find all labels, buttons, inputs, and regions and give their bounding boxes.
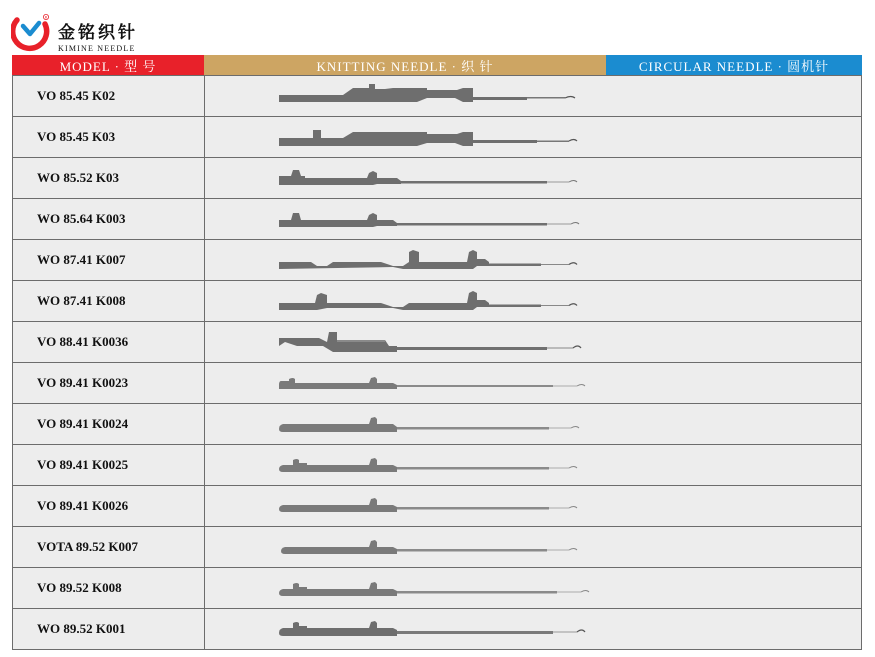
needle-two-butt-icon (277, 125, 597, 151)
model-cell: VO 85.45 K03 (13, 117, 205, 157)
header-circular-needle: CIRCULAR NEEDLE · 圆机针 (606, 55, 862, 75)
model-cell: VO 89.41 K0025 (13, 445, 205, 485)
table-row (13, 444, 861, 485)
table-header (12, 55, 862, 75)
model-cell: WO 89.52 K001 (13, 609, 205, 649)
table-row (13, 157, 861, 198)
table-row (13, 321, 861, 362)
header-model: MODEL · 型 号 (12, 55, 204, 75)
model-cell: VO 89.41 K0024 (13, 404, 205, 444)
kimine-logo-icon (11, 12, 51, 52)
table-row (13, 403, 861, 444)
svg-text:R: R (44, 14, 48, 20)
needle-table (12, 75, 862, 650)
model-cell: VOTA 89.52 K007 (13, 527, 205, 567)
needle-rounded-tail-icon (277, 371, 597, 397)
brand (11, 12, 191, 52)
brand-name-cn: 金铭织针 (58, 23, 138, 43)
table-row (13, 280, 861, 321)
model-cell: VO 85.45 K02 (13, 76, 205, 116)
table-row (13, 239, 861, 280)
table-row (13, 362, 861, 403)
table-row (13, 526, 861, 567)
model-cell: VO 89.41 K0026 (13, 486, 205, 526)
table-row (13, 567, 861, 608)
needle-rounded-tail-icon (277, 494, 597, 520)
table-row (13, 76, 861, 116)
table-row (13, 485, 861, 526)
model-cell: VO 89.52 K008 (13, 568, 205, 608)
table-row (13, 198, 861, 239)
needle-rounded-tail-icon (277, 535, 597, 561)
model-cell: WO 87.41 K007 (13, 240, 205, 280)
table-row (13, 608, 861, 649)
model-cell: WO 85.52 K03 (13, 158, 205, 198)
needle-rounded-tail-icon (277, 617, 597, 643)
model-cell: WO 87.41 K008 (13, 281, 205, 321)
header-knitting-needle: KNITTING NEEDLE · 织 针 (204, 55, 606, 75)
needle-rounded-tail-icon (277, 576, 597, 602)
brand-name-en: KIMINE NEEDLE (58, 44, 136, 53)
needle-front-butt-icon (277, 166, 597, 192)
table-row (13, 116, 861, 157)
needle-long-back-icon (277, 248, 597, 274)
model-cell: VO 88.41 K0036 (13, 322, 205, 362)
needle-front-butt-icon (277, 207, 597, 233)
needle-long-back-icon (277, 289, 597, 315)
model-cell: WO 85.64 K003 (13, 199, 205, 239)
model-cell: VO 89.41 K0023 (13, 363, 205, 403)
needle-rounded-tail-icon (277, 453, 597, 479)
needle-rounded-tail-icon (277, 412, 597, 438)
needle-two-butt-icon (277, 84, 597, 110)
needle-angled-tail-icon (277, 330, 597, 356)
